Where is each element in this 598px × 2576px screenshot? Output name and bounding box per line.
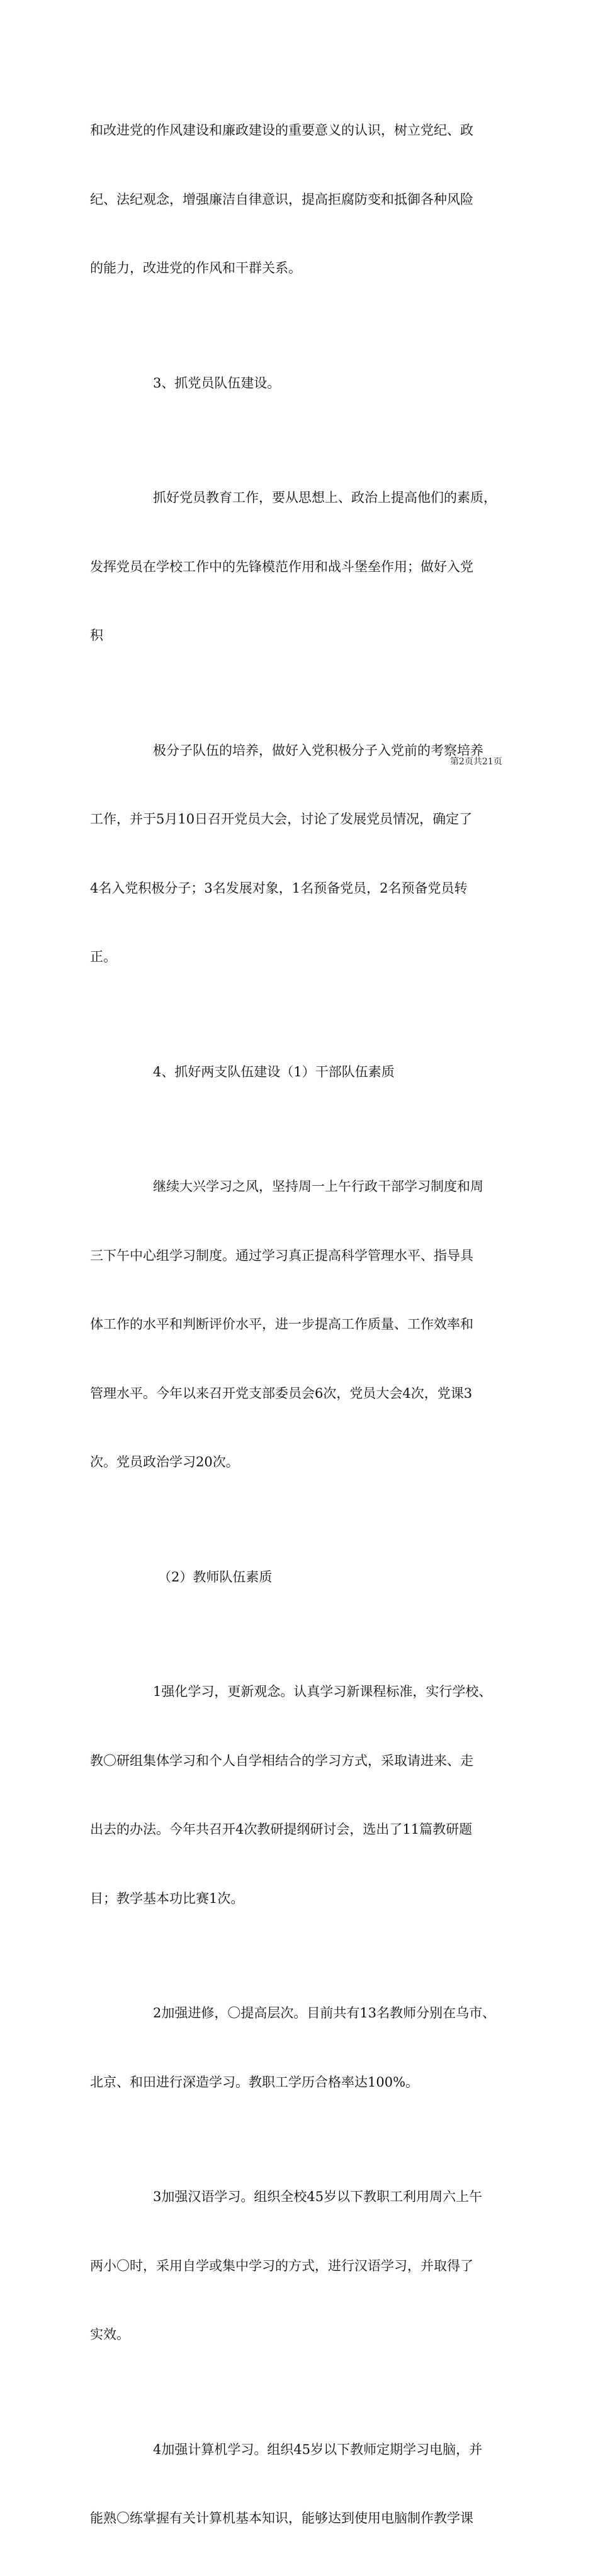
text-line: 极分子队伍的培养，做好入党积极分子入党前的考察培养 — [153, 742, 483, 758]
text-line: 工作，并于5月10日召开党员大会，讨论了发展党员情况，确定了 — [90, 811, 473, 827]
text-line: 正。 — [90, 949, 116, 964]
heading-party-team — [90, 326, 513, 441]
text-line: 积 — [90, 628, 103, 643]
page-number-footer: 第2页共21页 — [450, 757, 502, 767]
heading-teacher-team — [90, 1520, 513, 1635]
section-heading: （2）教师队伍素质 — [158, 1569, 273, 1585]
text-line: 3加强汉语学习。组织全校45岁以下教职工利用周六上午 — [153, 2189, 483, 2204]
text-line: 出去的办法。今年共召开4次教研提纲研讨会，选出了11篇教研题 — [90, 1822, 473, 1837]
paragraph-strengthen-study — [90, 1634, 513, 1956]
section-heading: 3、抓党员队伍建设。 — [153, 375, 281, 391]
paragraph-chinese-study — [90, 2139, 513, 2392]
text-line: 能熟〇练掌握有关计算机基本知识，能够达到使用电脑制作教学课 — [90, 2511, 473, 2526]
text-line: 继续大兴学习之风，坚持周一上午行政干部学习制度和周 — [153, 1179, 483, 1194]
text-line: 两小〇时，采用自学或集中学习的方式，进行汉语学习，并取得了 — [90, 2258, 473, 2273]
paragraph-party-education — [90, 440, 513, 693]
paragraph-computer-study — [90, 2392, 513, 2576]
text-line: 发挥党员在学校工作中的先锋模范作用和战斗堡垒作用；做好入党 — [90, 559, 473, 574]
text-line: 管理水平。今年以来召开党支部委员会6次，党员大会4次，党课3 — [90, 1385, 473, 1401]
text-line: 的能力，改进党的作风和干群关系。 — [90, 260, 302, 276]
paragraph-discipline — [90, 73, 513, 326]
document-body — [90, 73, 513, 2576]
text-line: 北京、和田进行深造学习。教职工学历合格率达100%。 — [90, 2074, 419, 2090]
text-line: 2加强进修，〇提高层次。目前共有13名教师分别在乌市、 — [153, 2005, 496, 2021]
section-heading: 4、抓好两支队伍建设（1）干部队伍素质 — [153, 1064, 395, 1079]
text-line: 教〇研组集体学习和个人自学相结合的学习方式，采取请进来、走 — [90, 1753, 473, 1768]
text-line: 实效。 — [90, 2327, 130, 2342]
text-line: 4加强计算机学习。组织45岁以下教师定期学习电脑，并 — [153, 2441, 483, 2457]
paragraph-activists — [90, 693, 513, 1015]
text-line: 三下午中心组学习制度。通过学习真正提高科学管理水平、指导具 — [90, 1247, 473, 1263]
text-line: 1强化学习，更新观念。认真学习新课程标准，实行学校、 — [153, 1684, 492, 1699]
text-line: 4名入党积极分子；3名发展对象，1名预备党员，2名预备党员转 — [90, 880, 468, 896]
text-line: 和改进党的作风建设和廉政建设的重要意义的认识，树立党纪、政 — [90, 123, 473, 138]
text-line: 抓好党员教育工作，要从思想上、政治上提高他们的素质， — [153, 490, 497, 505]
heading-two-teams — [90, 1015, 513, 1130]
text-line: 纪、法纪观念，增强廉洁自律意识，提高拒腐防变和抵御各种风险 — [90, 191, 473, 207]
text-line: 次。党员政治学习20次。 — [90, 1454, 239, 1469]
text-line: 目；教学基本功比赛1次。 — [90, 1890, 244, 1906]
paragraph-further-study — [90, 1956, 513, 2139]
paragraph-cadre-study — [90, 1129, 513, 1520]
text-line: 体工作的水平和判断评价水平，进一步提高工作质量、工作效率和 — [90, 1317, 473, 1332]
